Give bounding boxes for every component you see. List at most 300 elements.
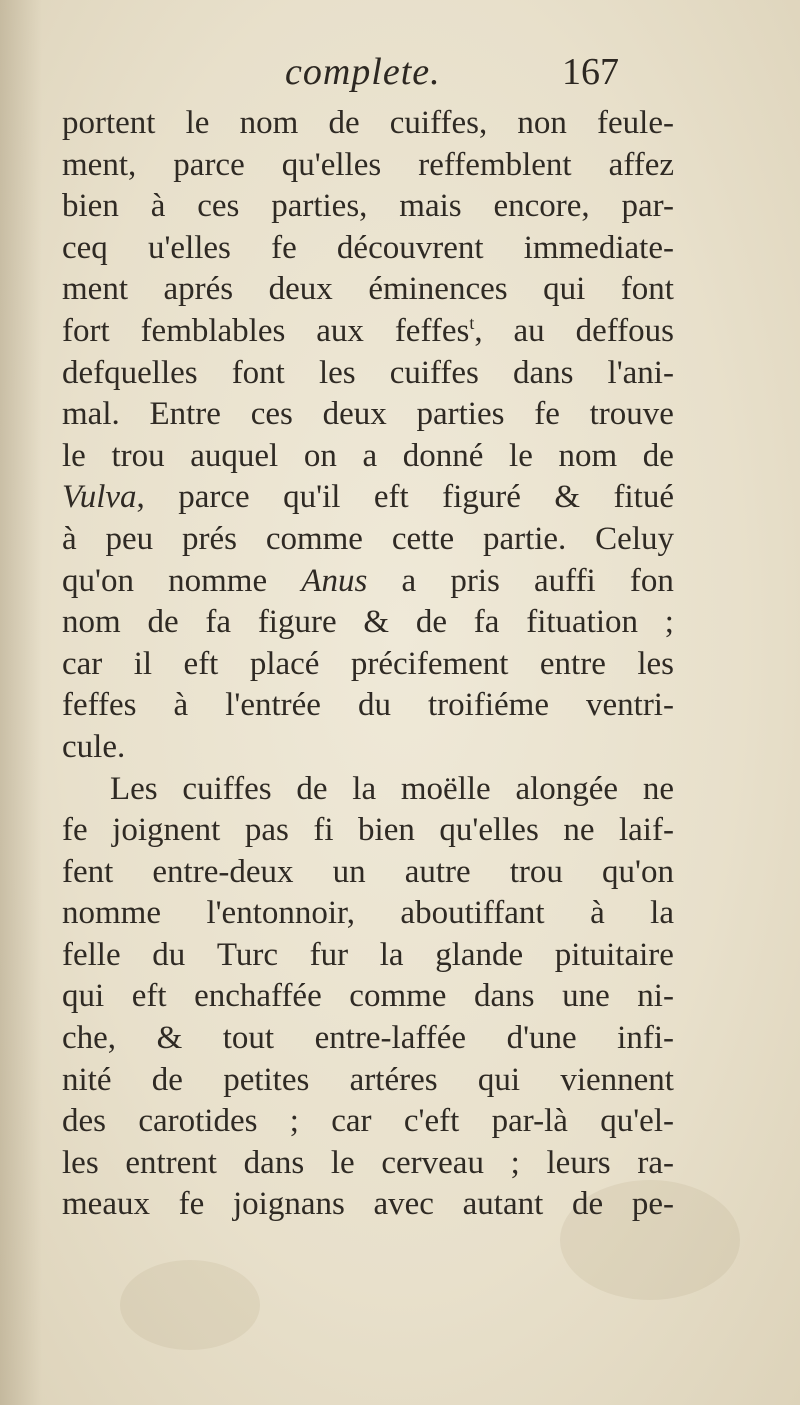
- word: [152, 935, 185, 977]
- text-segment: fur: [309, 936, 349, 973]
- word: [62, 394, 120, 436]
- word: [417, 394, 505, 436]
- word: [62, 1143, 99, 1185]
- text-segment: deux: [322, 396, 387, 433]
- text-segment: précifement: [350, 645, 509, 682]
- text-segment: à: [590, 895, 605, 932]
- word: [296, 769, 327, 811]
- text-segment: felle: [62, 936, 121, 973]
- word: [563, 810, 594, 852]
- text-segment: qui: [62, 978, 105, 1015]
- text-segment: moëlle: [400, 770, 491, 807]
- text-segment: meaux: [62, 1186, 150, 1223]
- word: [554, 477, 580, 519]
- text-segment: ni-: [637, 978, 674, 1015]
- text-segment: enchaffée: [194, 978, 322, 1015]
- text-line: [62, 685, 674, 727]
- text-segment: cuiffes: [389, 354, 479, 391]
- word: [125, 1143, 217, 1185]
- text-segment: fe: [178, 1186, 205, 1223]
- text-segment: defquelles: [62, 354, 198, 391]
- word: [282, 145, 381, 187]
- word: [358, 685, 391, 727]
- word: [665, 602, 674, 644]
- word: [509, 436, 533, 478]
- word: [62, 644, 102, 686]
- text-segment: parties: [416, 396, 505, 433]
- word: [232, 353, 285, 395]
- text-segment: ceq: [62, 229, 108, 266]
- word: [132, 976, 167, 1018]
- text-line: [62, 186, 674, 228]
- word: [637, 644, 674, 686]
- text-segment: l'entonnoir,: [206, 895, 355, 932]
- word: [637, 976, 674, 1018]
- text-segment: du: [357, 687, 391, 724]
- text-line: [62, 519, 674, 561]
- text-segment: qu'on: [602, 853, 674, 890]
- word: [62, 186, 119, 228]
- text-segment: nom: [62, 604, 121, 641]
- word: [290, 1101, 299, 1143]
- text-segment: pituitaire: [554, 936, 674, 973]
- text-line: [62, 1060, 674, 1102]
- word: [395, 311, 483, 353]
- text-segment: ;: [510, 1144, 520, 1181]
- text-segment: le: [330, 1144, 355, 1181]
- text-segment: un: [332, 853, 366, 890]
- text-segment: par-là: [491, 1103, 568, 1140]
- text-line: [62, 353, 674, 395]
- word: [637, 1143, 674, 1185]
- word: [315, 1018, 466, 1060]
- text-segment: autant: [462, 1186, 544, 1223]
- text-segment: peu: [105, 520, 154, 557]
- word: [174, 685, 189, 727]
- text-segment: joignans: [232, 1186, 345, 1223]
- word: [179, 1184, 205, 1226]
- text-segment: c'eft: [403, 1103, 460, 1140]
- word: [62, 1060, 111, 1102]
- word: [62, 519, 77, 561]
- word: [555, 935, 674, 977]
- text-segment: ment,: [62, 146, 137, 183]
- text-segment: par-: [621, 188, 674, 225]
- word: [507, 1018, 577, 1060]
- text-segment: ne: [642, 770, 674, 807]
- word: [526, 602, 638, 644]
- text-segment: eft: [183, 645, 219, 682]
- word: [313, 810, 333, 852]
- word: [151, 186, 166, 228]
- text-segment: on: [303, 437, 337, 474]
- word: [597, 103, 674, 145]
- text-line: [62, 893, 674, 935]
- word: [595, 519, 674, 561]
- word: [251, 394, 293, 436]
- word: [474, 976, 535, 1018]
- word: [478, 1060, 520, 1102]
- word: [134, 644, 152, 686]
- text-segment: la: [379, 936, 404, 973]
- text-segment: affez: [608, 146, 674, 183]
- word: [62, 103, 155, 145]
- word: [337, 228, 484, 270]
- text-segment: ;: [664, 604, 674, 641]
- text-segment: ra-: [637, 1144, 674, 1181]
- word: [168, 561, 267, 603]
- text-segment: ventri-: [586, 687, 674, 724]
- text-segment: l'ani-: [607, 354, 674, 391]
- word: [402, 561, 417, 603]
- text-segment: fon: [629, 562, 674, 599]
- text-segment: au: [513, 312, 545, 349]
- text-segment: feule-: [597, 105, 674, 141]
- word: [164, 269, 234, 311]
- text-segment: entre-deux: [152, 853, 294, 890]
- word: [650, 893, 674, 935]
- word: [540, 644, 606, 686]
- word: [428, 685, 549, 727]
- text-segment: la: [650, 895, 674, 932]
- word: [62, 602, 121, 644]
- text-segment: placé: [249, 645, 320, 682]
- text-segment: feffes: [62, 687, 137, 724]
- text-segment: cuiffes: [182, 770, 272, 807]
- text-segment: non: [517, 105, 567, 141]
- word: [141, 311, 286, 353]
- word: [223, 1018, 274, 1060]
- text-segment: d'une: [506, 1020, 577, 1057]
- text-line: [62, 644, 674, 686]
- text-segment: fe: [271, 229, 297, 266]
- word: [374, 477, 409, 519]
- text-segment: ces: [197, 188, 240, 225]
- word: [157, 1018, 183, 1060]
- text-segment: de: [147, 604, 179, 641]
- text-segment: cette: [391, 520, 455, 557]
- word: [244, 1143, 305, 1185]
- text-line: [62, 769, 674, 811]
- text-segment: a: [401, 562, 417, 599]
- word: [380, 935, 404, 977]
- word: [112, 810, 220, 852]
- text-segment: nomme: [168, 562, 268, 599]
- word: [62, 976, 104, 1018]
- text-segment: ;: [289, 1103, 299, 1140]
- word: [483, 519, 566, 561]
- text-line: [62, 810, 674, 852]
- word: [62, 436, 86, 478]
- word: [197, 186, 239, 228]
- text-segment: qu'elles: [439, 812, 539, 849]
- text-segment: comme: [265, 520, 363, 557]
- text-segment: bien: [62, 188, 119, 225]
- text-segment: pe-: [631, 1186, 674, 1223]
- text-line: [62, 1143, 674, 1185]
- text-segment: partie.: [482, 520, 567, 557]
- text-segment: qu'on: [62, 562, 134, 599]
- text-segment: fe: [534, 396, 560, 433]
- text-line: [62, 727, 674, 769]
- page-header: [0, 42, 800, 102]
- text-segment: nité: [62, 1061, 112, 1098]
- word: [271, 186, 367, 228]
- text-segment: &: [554, 479, 581, 516]
- text-segment: mal.: [62, 396, 120, 433]
- word: [62, 269, 128, 311]
- text-segment: qu'elles: [281, 146, 382, 183]
- text-segment: cerveau: [381, 1144, 484, 1181]
- text-segment: une: [562, 978, 610, 1015]
- text-segment: entrent: [125, 1144, 217, 1181]
- text-segment: qui: [477, 1061, 521, 1098]
- text-segment: ,: [136, 479, 145, 516]
- word: [138, 1101, 257, 1143]
- word: [178, 477, 249, 519]
- word: [515, 769, 618, 811]
- text-line: [62, 1018, 674, 1060]
- text-segment: fa: [473, 604, 500, 641]
- word: [463, 1184, 544, 1226]
- word: [250, 644, 320, 686]
- word: [418, 145, 571, 187]
- text-segment: Entre: [149, 396, 221, 433]
- text-line: [62, 228, 674, 270]
- text-segment: fort: [62, 312, 110, 349]
- text-segment: de: [328, 105, 360, 141]
- text-segment: aux: [316, 312, 364, 349]
- word: [576, 311, 674, 353]
- text-segment: pas: [244, 812, 289, 849]
- text-segment: a: [362, 437, 378, 474]
- text-segment: figure: [257, 604, 337, 641]
- word: [374, 1184, 434, 1226]
- word: [62, 685, 137, 727]
- text-segment: qu'el-: [600, 1103, 674, 1140]
- text-line: [62, 311, 674, 353]
- text-line: [62, 1101, 674, 1143]
- word: [590, 893, 605, 935]
- text-segment: joignent: [112, 812, 221, 849]
- text-segment: le: [185, 105, 210, 141]
- text-segment: Celuy: [595, 520, 674, 557]
- text-segment: laif-: [618, 812, 674, 849]
- word: [558, 436, 617, 478]
- footnote-marker: t: [469, 312, 475, 333]
- word: [316, 311, 364, 353]
- word: [608, 353, 674, 395]
- text-segment: du: [152, 936, 186, 973]
- text-segment: dans: [512, 354, 574, 391]
- word: [148, 228, 231, 270]
- word: [358, 810, 415, 852]
- text-segment: Les: [110, 770, 158, 807]
- word: [439, 810, 538, 852]
- word: [111, 436, 164, 478]
- text-segment: parties,: [271, 188, 368, 225]
- word: [513, 353, 574, 395]
- text-segment: fitué: [613, 479, 674, 516]
- text-segment: figuré: [442, 479, 521, 516]
- word: [602, 852, 674, 894]
- gutter-shadow: [0, 0, 42, 1405]
- word: [534, 394, 560, 436]
- text-segment: nom: [558, 437, 618, 474]
- text-segment: femblables: [140, 312, 286, 349]
- word: [350, 1060, 438, 1102]
- word: [511, 1143, 520, 1185]
- text-line: [62, 1184, 674, 1226]
- word: [352, 769, 376, 811]
- word: [351, 644, 509, 686]
- word: [62, 311, 110, 353]
- text-segment: de: [296, 770, 328, 807]
- word: [400, 893, 544, 935]
- word: [184, 644, 219, 686]
- text-segment: portent: [62, 105, 156, 141]
- text-segment: carotides: [138, 1103, 258, 1140]
- word: [560, 1060, 674, 1102]
- text-segment: éminences: [368, 271, 508, 308]
- text-segment: qui: [543, 271, 586, 308]
- word: [331, 1101, 371, 1143]
- word: [152, 852, 293, 894]
- italic-term: Vulva: [62, 479, 137, 516]
- page-number: 167: [562, 51, 619, 93]
- word: [225, 685, 321, 727]
- text-segment: pris: [450, 562, 500, 599]
- text-segment: de: [642, 437, 674, 474]
- text-line: [62, 976, 674, 1018]
- word: [110, 769, 158, 811]
- word: [586, 685, 674, 727]
- text-line: [62, 561, 674, 603]
- text-segment: deffous: [575, 312, 674, 349]
- text-segment: car: [62, 645, 103, 682]
- text-segment: fent: [62, 853, 114, 890]
- text-segment: de: [415, 604, 447, 641]
- word: [368, 269, 507, 311]
- word: [543, 269, 585, 311]
- word: [283, 477, 340, 519]
- word: [182, 519, 237, 561]
- word: [233, 1184, 345, 1226]
- text-segment: dans: [474, 978, 535, 1015]
- word: [435, 935, 523, 977]
- text-segment: fe: [62, 812, 88, 849]
- word: [62, 935, 121, 977]
- text-segment: feffes: [394, 312, 470, 349]
- text-segment: &: [156, 1020, 183, 1057]
- text-segment: la: [352, 770, 377, 807]
- text-segment: donné: [402, 437, 484, 474]
- text-segment: Turc: [216, 936, 279, 973]
- word: [381, 1143, 484, 1185]
- text-segment: de: [571, 1186, 604, 1223]
- word: [493, 186, 589, 228]
- text-segment: car: [331, 1103, 372, 1140]
- word: [474, 602, 500, 644]
- word: [173, 145, 244, 187]
- text-line: [62, 269, 674, 311]
- word: [319, 353, 356, 395]
- word: [240, 103, 299, 145]
- word: [399, 186, 461, 228]
- text-segment: les: [318, 354, 356, 391]
- text-line: [62, 394, 674, 436]
- text-segment: mais: [399, 188, 462, 225]
- text-segment: parce: [173, 146, 245, 183]
- text-segment: eft: [131, 978, 167, 1015]
- word: [572, 1184, 603, 1226]
- word: [450, 561, 500, 603]
- text-segment: bien: [358, 812, 415, 849]
- text-segment: le: [62, 437, 86, 474]
- text-segment: reffemblent: [418, 146, 572, 183]
- word: [62, 228, 108, 270]
- word: [390, 103, 487, 145]
- word: [194, 976, 322, 1018]
- text-segment: font: [231, 354, 285, 391]
- word: [630, 561, 674, 603]
- text-line: [62, 852, 674, 894]
- text-segment: nomme: [62, 895, 161, 932]
- word: [617, 1018, 674, 1060]
- text-segment: viennent: [560, 1061, 674, 1098]
- text-segment: de: [151, 1061, 183, 1098]
- word: [206, 893, 355, 935]
- word: [621, 269, 674, 311]
- word: [403, 436, 484, 478]
- text-segment: &: [363, 604, 390, 641]
- text-segment: dans: [243, 1144, 305, 1181]
- word: [186, 103, 210, 145]
- text-segment: il: [133, 645, 153, 682]
- text-segment: cuiffes,: [389, 105, 488, 141]
- text-segment: entre-laffée: [314, 1020, 467, 1057]
- word: [632, 1184, 674, 1226]
- text-line: [62, 477, 674, 519]
- text-segment: troifiéme: [428, 687, 549, 724]
- running-head: complete.: [285, 51, 441, 93]
- word: [510, 852, 563, 894]
- word: [62, 852, 113, 894]
- word: [205, 602, 231, 644]
- text-segment: les: [637, 645, 674, 682]
- word: [190, 436, 278, 478]
- word: [62, 1184, 150, 1226]
- text-segment: à: [62, 520, 77, 557]
- word: [223, 1060, 309, 1102]
- text-segment: glande: [435, 936, 524, 973]
- word: [524, 228, 674, 270]
- word: [258, 602, 337, 644]
- text-segment: cule.: [62, 728, 126, 765]
- word: [149, 394, 220, 436]
- word: [514, 311, 545, 353]
- text-segment: encore,: [493, 188, 590, 225]
- word: [217, 935, 278, 977]
- word: [643, 769, 674, 811]
- text-segment: ces: [250, 396, 293, 433]
- text-segment: u'elles: [147, 229, 231, 266]
- text-segment: ne: [563, 812, 595, 849]
- word: [547, 1143, 611, 1185]
- text-line: [62, 145, 674, 187]
- text-segment: aprés: [163, 271, 234, 308]
- word: [62, 477, 145, 519]
